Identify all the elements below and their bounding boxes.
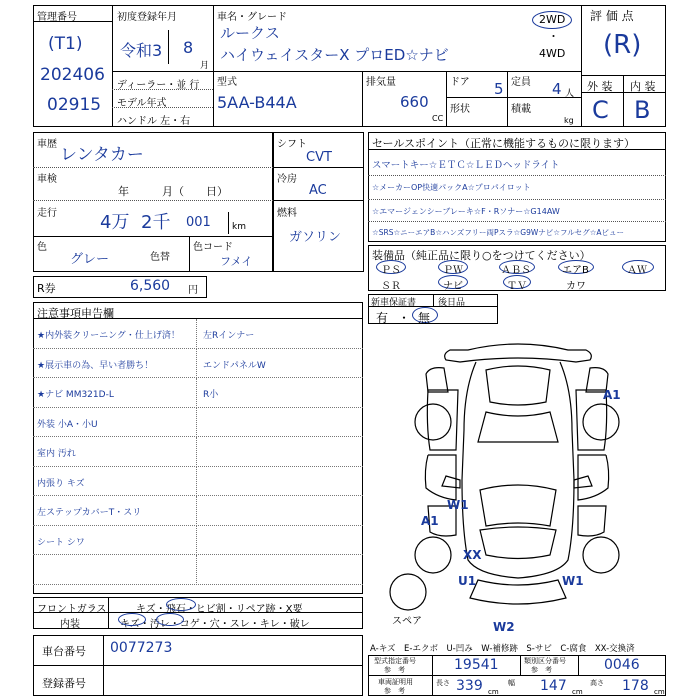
mileage-label: 走行 bbox=[37, 208, 57, 219]
sales-point-1: スマートキー☆ＥＴＣ☆ＬＥＤヘッドライト bbox=[372, 160, 560, 171]
note-left-text: 内張り キズ bbox=[37, 478, 85, 489]
color-code-value: フメイ bbox=[220, 255, 253, 268]
exterior-label: 外 装 bbox=[587, 80, 613, 93]
aircon-value: AC bbox=[309, 183, 327, 198]
shift-value: CVT bbox=[306, 150, 332, 165]
car-name-label: 車名・グレード bbox=[217, 12, 287, 23]
warranty-yes: 有 bbox=[376, 311, 389, 325]
kanri-value-3: 02915 bbox=[47, 95, 102, 115]
equip-leather: カワ bbox=[566, 281, 586, 292]
height-label: 高さ bbox=[590, 679, 604, 687]
color-sub-label: 色替 bbox=[150, 252, 170, 263]
note-row bbox=[33, 378, 363, 408]
note-left-text: 外装 小A・小U bbox=[37, 419, 98, 430]
shaken-text: 年 月（ 日） bbox=[118, 185, 228, 198]
note-left-text: ★ナビ MM321D-L bbox=[37, 390, 114, 400]
r-ken-label: R券 bbox=[37, 282, 56, 295]
first-reg-month: 8 bbox=[183, 38, 194, 57]
front-glass-items: キズ・飛石・ヒビ割・リペア跡・X要 bbox=[136, 604, 303, 615]
car-diagram bbox=[368, 330, 666, 640]
sales-point-4: ☆SRS☆ニーエアB☆ハンズフリー両Pスラ☆G9Wナビ☆フルセグ☆Aビュー bbox=[372, 228, 625, 237]
eval-label: 評 価 点 bbox=[590, 9, 634, 23]
displacement-value: 660 bbox=[400, 93, 429, 111]
warranty-no: 無 bbox=[418, 311, 431, 325]
damage-w1-left: W1 bbox=[447, 498, 469, 512]
cert-label: 車両証明用 bbox=[378, 678, 413, 686]
note-left-text: ★内外装クリーニング・仕上げ済！ bbox=[37, 331, 180, 341]
width-unit: cm bbox=[572, 688, 583, 696]
note-left-text: 室内 汚れ bbox=[37, 449, 76, 459]
kg-unit: kg bbox=[564, 116, 574, 125]
km-unit: km bbox=[232, 222, 246, 232]
capacity-value: 4 bbox=[552, 80, 562, 98]
first-reg-label: 初度登録年月 bbox=[117, 12, 177, 23]
eval-value: (R) bbox=[603, 30, 642, 60]
chassis-value: 0077273 bbox=[110, 640, 173, 656]
sales-points-title: セールスポイント（正常に機能するものに限ります） bbox=[372, 137, 636, 150]
warranty-label: 新車保証書 bbox=[371, 298, 417, 308]
mileage-man: 4万 bbox=[100, 212, 130, 233]
r-ken-section bbox=[33, 276, 207, 298]
mileage-sen: 2千 bbox=[141, 212, 171, 233]
width-label: 幅 bbox=[508, 679, 515, 687]
equip-aw: ＡＷ bbox=[627, 265, 647, 276]
katashiki-value: 5AA-B44A bbox=[217, 93, 297, 112]
type-num-value: 19541 bbox=[454, 657, 499, 673]
car-name: ルークス bbox=[220, 24, 280, 42]
equip-airbag: エアB bbox=[562, 265, 589, 276]
note-left-text: シート シワ bbox=[37, 537, 85, 548]
damage-xx: XX bbox=[463, 548, 482, 562]
damage-w2: W2 bbox=[493, 620, 515, 634]
model-year-label: モデル年式 bbox=[117, 98, 167, 109]
history-value: レンタカー bbox=[60, 145, 144, 165]
note-left-text: ★展示車の為、早い者勝ち！ bbox=[37, 360, 154, 371]
r-ken-value: 6,560 bbox=[130, 278, 171, 294]
weight-label: 積載 bbox=[511, 104, 531, 115]
sales-point-3: ☆エマージェンシーブレーキ☆F・Rソナー☆G14AW bbox=[372, 207, 560, 216]
type-num-label: 型式指定番号 bbox=[374, 657, 416, 665]
damage-w1-right: W1 bbox=[562, 574, 584, 588]
color-code-label: 色コード bbox=[193, 242, 233, 253]
front-glass-label: フロントガラス bbox=[37, 604, 107, 615]
equip-abs: ＡＢＳ bbox=[501, 265, 531, 276]
cc-unit: CC bbox=[432, 114, 444, 123]
drive-2wd: 2WD bbox=[539, 13, 566, 26]
shift-label: シフト bbox=[277, 139, 307, 150]
capacity-label: 定員 bbox=[511, 77, 531, 88]
equipment-title: 装備品（純正品に限り○をつけてください） bbox=[372, 249, 591, 262]
kanri-label: 管理番号 bbox=[37, 12, 77, 23]
spare-label: スペア bbox=[392, 616, 422, 627]
door-label: ドア bbox=[450, 77, 470, 88]
history-label: 車歴 bbox=[37, 139, 57, 150]
equip-sr: ＳＲ bbox=[381, 281, 401, 292]
fuel-label: 燃料 bbox=[277, 208, 297, 219]
class-sub: 参 考 bbox=[531, 666, 552, 674]
month-unit: 月 bbox=[200, 61, 210, 71]
drive-4wd: 4WD bbox=[539, 47, 566, 60]
note-row bbox=[33, 496, 363, 526]
exterior-grade: C bbox=[592, 96, 609, 124]
length-unit: cm bbox=[488, 688, 499, 696]
note-row bbox=[33, 319, 363, 349]
interior-label: 内 装 bbox=[630, 80, 656, 93]
damage-a1-left: A1 bbox=[421, 514, 439, 528]
color-label: 色 bbox=[37, 242, 47, 253]
shaken-label: 車検 bbox=[37, 174, 57, 185]
first-reg-era: 令和3 bbox=[120, 41, 163, 60]
r-ken-unit: 円 bbox=[188, 285, 198, 296]
mileage-rest: 001 bbox=[186, 215, 211, 230]
grade: ハイウェイスターX プロED☆ナビ bbox=[220, 46, 449, 64]
handle-label: ハンドル 左・右 bbox=[117, 116, 191, 127]
note-left-text: 左ステップカバーT・スリ bbox=[37, 508, 142, 518]
cert-sub: 参 考 bbox=[384, 687, 405, 695]
interior-insp-label: 内装 bbox=[60, 619, 80, 630]
drive-dot: ・ bbox=[548, 30, 559, 43]
fuel-value: ガソリン bbox=[289, 230, 342, 245]
equip-ps: ＰＳ bbox=[381, 265, 401, 276]
color-value: グレー bbox=[70, 252, 110, 267]
note-right-text: 左Rインナー bbox=[203, 331, 255, 341]
note-right-text: R小 bbox=[203, 390, 219, 400]
kanri-value-2: 202406 bbox=[40, 65, 105, 85]
warranty-dot: ・ bbox=[398, 311, 411, 325]
sales-point-2: ☆メーカーOP快適パックA☆プロパイロット bbox=[372, 183, 531, 192]
class-label: 類別区分番号 bbox=[524, 657, 566, 665]
chassis-label: 車台番号 bbox=[42, 645, 86, 658]
katashiki-label: 型式 bbox=[217, 77, 237, 88]
width-value: 147 bbox=[540, 678, 567, 694]
height-value: 178 bbox=[622, 678, 649, 694]
registration-label: 登録番号 bbox=[42, 677, 86, 690]
note-row bbox=[33, 437, 363, 467]
equip-navi: ナビ bbox=[443, 281, 463, 292]
interior-grade: B bbox=[634, 96, 651, 124]
equip-tv: ＴＶ bbox=[507, 281, 527, 292]
after-label: 後日品 bbox=[438, 298, 466, 308]
kanri-value-1: (T1) bbox=[48, 34, 83, 54]
equip-pw: ＰＷ bbox=[443, 265, 463, 276]
note-row bbox=[33, 349, 363, 379]
type-num-sub: 参 考 bbox=[384, 666, 405, 674]
note-right-text: エンドパネルW bbox=[203, 360, 266, 371]
dealer-label: ディーラー・並 行 bbox=[117, 80, 200, 91]
interior-insp-items: キズ・汚レ・コゲ・穴・スレ・キレ・破レ bbox=[120, 619, 310, 630]
note-row bbox=[33, 555, 363, 585]
displacement-label: 排気量 bbox=[366, 77, 396, 88]
aircon-label: 冷房 bbox=[277, 174, 297, 185]
length-label: 長さ bbox=[436, 679, 450, 687]
height-unit: cm bbox=[654, 688, 665, 696]
note-row bbox=[33, 408, 363, 438]
keijo-label: 形状 bbox=[450, 104, 470, 115]
door-value: 5 bbox=[494, 80, 504, 98]
notes-title: 注意事項申告欄 bbox=[37, 307, 114, 320]
damage-legend: A-キズ E-エクボ U-凹み W-補修跡 S-サビ C-腐食 XX-交換済 bbox=[370, 644, 635, 654]
note-row bbox=[33, 526, 363, 556]
capacity-unit: 人 bbox=[565, 89, 575, 99]
damage-u1: U1 bbox=[458, 574, 477, 588]
class-value: 0046 bbox=[604, 657, 640, 673]
length-value: 339 bbox=[456, 678, 483, 694]
note-row bbox=[33, 467, 363, 497]
damage-a1-top: A1 bbox=[603, 388, 621, 402]
